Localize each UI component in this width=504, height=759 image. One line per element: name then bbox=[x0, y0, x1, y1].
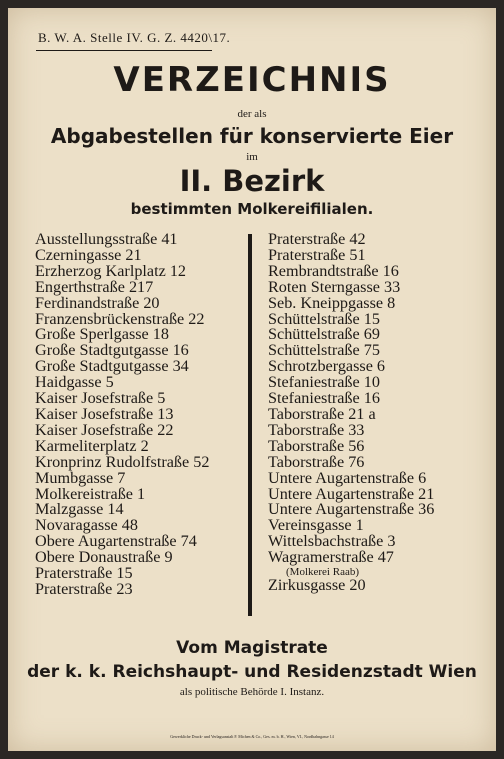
address-item: Taborstraße 56 bbox=[268, 436, 365, 455]
address-item: Vereinsgasse 1 bbox=[268, 516, 364, 535]
address-item: Franzensbrückenstraße 22 bbox=[35, 309, 205, 328]
address-item: Ausstellungsstraße 41 bbox=[35, 230, 178, 248]
address-item: Untere Augartenstraße 21 bbox=[268, 484, 435, 503]
address-item: Schüttelstraße 75 bbox=[268, 341, 380, 360]
address-item: Czerningasse 21 bbox=[35, 245, 142, 264]
address-item: Obere Augartenstraße 74 bbox=[35, 532, 197, 551]
footer-instance: als politische Behörde I. Instanz. bbox=[179, 686, 325, 698]
address-item: (Molkerei Raab) bbox=[286, 566, 359, 579]
address-item: Praterstraße 15 bbox=[35, 564, 133, 583]
address-item: Ferdinandstraße 20 bbox=[35, 293, 160, 312]
address-item: Obere Donaustraße 9 bbox=[35, 548, 173, 567]
address-item: Kronprinz Rudolfstraße 52 bbox=[35, 452, 210, 471]
address-item: Erzherzog Karlplatz 12 bbox=[35, 261, 187, 280]
address-item: Wittelsbachstraße 3 bbox=[268, 532, 396, 551]
address-item: Große Stadtgutgasse 16 bbox=[35, 341, 189, 360]
address-item: Praterstraße 51 bbox=[268, 245, 366, 264]
address-list-left bbox=[35, 232, 209, 598]
address-item: Haidgasse 5 bbox=[35, 373, 114, 392]
address-item: Wagramerstraße 47 bbox=[268, 548, 394, 567]
column-divider bbox=[248, 234, 252, 616]
poster-subtitle: Abgabestellen für konservierte Eier bbox=[50, 124, 454, 148]
district-heading: II. Bezirk bbox=[179, 164, 325, 198]
address-item: Taborstraße 76 bbox=[268, 452, 365, 471]
address-item: Taborstraße 33 bbox=[268, 420, 365, 439]
address-item: Kaiser Josefstraße 13 bbox=[35, 404, 174, 423]
address-item: Seb. Kneippgasse 8 bbox=[268, 293, 396, 312]
address-item: Untere Augartenstraße 6 bbox=[268, 468, 427, 487]
address-item: Roten Sterngasse 33 bbox=[268, 277, 401, 296]
im-text: im bbox=[246, 151, 258, 163]
address-list-right bbox=[268, 232, 434, 594]
address-item: Praterstraße 42 bbox=[268, 230, 366, 248]
address-item: Stefaniestraße 16 bbox=[268, 389, 380, 408]
address-item: Große Sperlgasse 18 bbox=[35, 325, 169, 344]
address-item: Rembrandtstraße 16 bbox=[268, 261, 399, 280]
assigned-text: bestimmten Molkereifilialen. bbox=[130, 200, 374, 218]
address-item: Untere Augartenstraße 36 bbox=[268, 500, 435, 519]
poster-sheet bbox=[8, 8, 496, 751]
footer-authority: Vom Magistrate bbox=[176, 638, 328, 658]
address-item: Novaragasse 48 bbox=[35, 516, 138, 535]
printer-imprint: Gewerkliche Druck- und Verlagsanstalt F. Michen & Co., Ges. m. b. H., Wien, VI., Nordbahngasse 14 bbox=[170, 734, 334, 739]
address-item: Malzgasse 14 bbox=[35, 500, 124, 519]
address-item: Zirkusgasse 20 bbox=[268, 576, 366, 595]
address-item: Kaiser Josefstraße 22 bbox=[35, 420, 174, 439]
address-item: Schrotzbergasse 6 bbox=[268, 357, 386, 376]
address-item: Molkereistraße 1 bbox=[35, 484, 146, 503]
address-item: Schüttelstraße 15 bbox=[268, 309, 380, 328]
address-item: Stefaniestraße 10 bbox=[268, 373, 380, 392]
address-item: Engerthstraße 217 bbox=[35, 277, 154, 296]
address-item: Schüttelstraße 69 bbox=[268, 325, 380, 344]
address-item: Karmeliterplatz 2 bbox=[35, 436, 149, 455]
address-item: Kaiser Josefstraße 5 bbox=[35, 389, 166, 408]
address-item: Mumbgasse 7 bbox=[35, 468, 126, 487]
poster-title: VERZEICHNIS bbox=[113, 60, 391, 100]
address-item: Große Stadtgutgasse 34 bbox=[35, 357, 189, 376]
reference-underline bbox=[36, 50, 212, 51]
address-item: Praterstraße 23 bbox=[35, 579, 133, 598]
reference-number: B. W. A. Stelle IV. G. Z. 4420\17. bbox=[38, 30, 231, 45]
address-item: Taborstraße 21 a bbox=[268, 404, 376, 423]
der-als-text: der als bbox=[237, 108, 267, 120]
footer-city: der k. k. Reichshaupt- und Residenzstadt Wien bbox=[27, 662, 477, 682]
